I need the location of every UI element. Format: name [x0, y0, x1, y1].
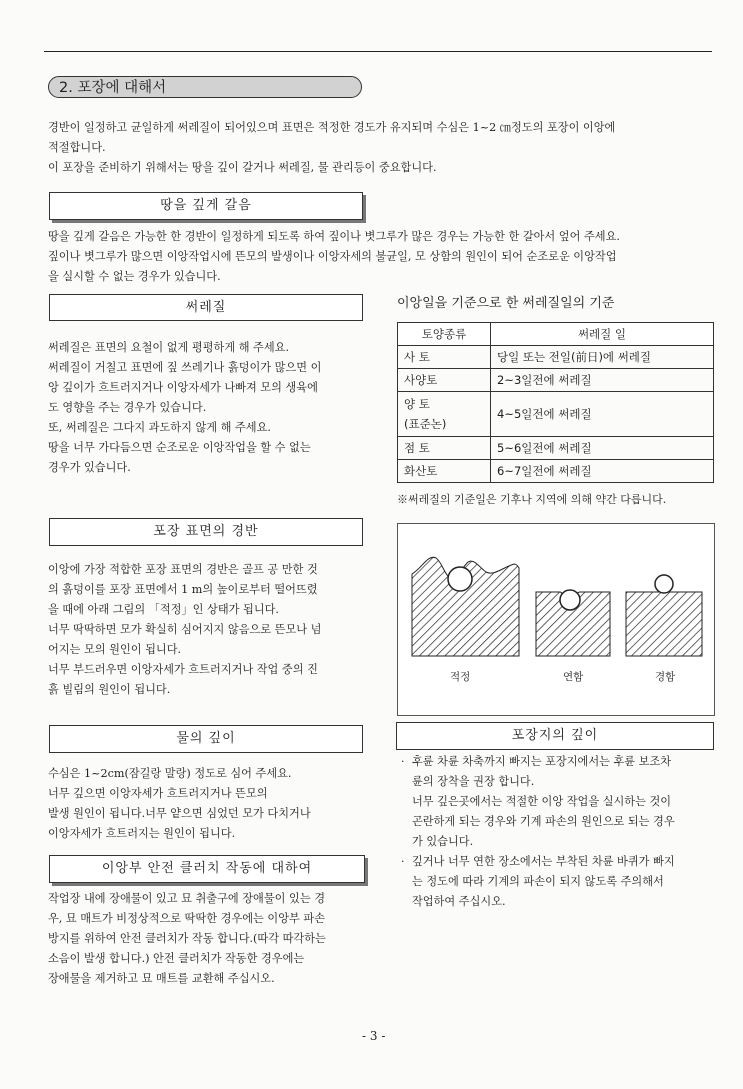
table-cell-soil: 양 토 (표준논): [398, 392, 491, 437]
hardness-title: 포장 표면의 경반: [49, 518, 363, 546]
table-cell-soil: 화산토: [398, 460, 491, 483]
table-header-soil: 토양종류: [398, 323, 491, 346]
hardness-paragraph: 이앙에 가장 적합한 포장 표면의 경반은 골프 공 만한 것 의 흙덩이를 포장 표면에서 1 m의 높이로부터 떨어뜨렸 을 때에 아래 그림의 「적정」인 상태가 됩니다. 너무 딱딱하면 모가 확실히 심어지지 않음으로 뜬모나 넘 어지는 모의 원인이 됩니다. 너무 부드러우면 이앙자세가 흐트러지거나 작업 중의 진 흙 빌림의 원인이 됩니다.: [48, 563, 322, 696]
section-title: 2. 포장에 대해서: [48, 76, 362, 98]
table-caption: 이앙일을 기준으로 한 써레질일의 기준: [397, 296, 615, 311]
depth-title: 포장지의 깊이: [396, 722, 714, 750]
depth-list-item: [398, 752, 716, 852]
table-cell-soil: 점 토: [398, 437, 491, 460]
table-cell-day: 5~6일전에 써레질: [491, 437, 714, 460]
depth-list-item: [398, 852, 716, 912]
bullet-icon: ·: [401, 855, 405, 868]
table-cell-day: 4~5일전에 써레질: [491, 392, 714, 437]
figure-label-proper: 적정: [450, 671, 471, 683]
soil-hard: [626, 575, 702, 656]
plow-title: 땅을 깊게 갈음: [49, 192, 363, 220]
clutch-paragraph: 작업장 내에 장애물이 있고 묘 취출구에 장애물이 있는 경 우, 묘 매트가 비정상적으로 딱딱한 경우에는 이앙부 파손 방지를 위하여 안전 클러치가 작동 합니다.(따각 따각하는 소음이 발생 합니다.) 안전 클러치가 작동한 경우에는 장애물을 제거하고 묘 매트를 교환해 주십시오.: [48, 892, 326, 985]
harrow-title: 써레질: [49, 294, 363, 321]
depth-item-text: 후륜 차륜 차축까지 빠지는 포장지에서는 후륜 보조차 륜의 장착을 권장 합니다. 너무 깊은곳에서는 적절한 이앙 작업을 실시하는 것이 곤란하게 되는 경우와 기계 파손의 원인으로 되는 경우 가 있습니다.: [412, 755, 675, 848]
soil-soft: [536, 590, 610, 656]
table-header-harrow-day: 써레질 일: [491, 323, 714, 346]
hardness-figure: [397, 523, 715, 716]
table-note: ※써레질의 기준일은 기후나 지역에 의해 약간 다릅니다.: [397, 493, 667, 506]
depth-list: [398, 752, 716, 912]
harrow-paragraph: 써레질은 표면의 요철이 없게 평평하게 해 주세요. 써레질이 거칠고 표면에 짚 쓰레기나 흙덩이가 많으면 이 앙 깊이가 흐트러지거나 이앙자세가 나빠져 모의 생육에 도 영향을 주는 경우가 있습니다. 또, 써레질은 그다지 과도하지 않게 해 주세요. 땅을 너무 가다듬으면 순조로운 이앙작업을 할 수 없는 경우가 있습니다.: [48, 341, 322, 474]
plow-paragraph: 땅을 깊게 갈음은 가능한 한 경반이 일정하게 되도록 하여 짚이나 볏그루가 많은 경우는 가능한 한 갈아서 엎어 주세요. 짚이나 볏그루가 많으면 이앙작업시에 뜬모의 발생이나 이앙자세의 불균일, 모 상함의 원인이 되어 순조로운 이앙작업 을 실시할 수 없는 경우가 있습니다.: [48, 230, 620, 283]
water-title: 물의 깊이: [49, 725, 363, 753]
header-rule: [44, 51, 712, 52]
intro-paragraph: 경반이 일정하고 균일하게 써레질이 되어있으며 표면은 적정한 경도가 유지되며 수심은 1~2 ㎝정도의 포장이 이앙에 적절합니다. 이 포장을 준비하기 위해서는 땅을 깊이 갈거나 써레질, 물 관리등이 중요합니다.: [48, 121, 616, 174]
soil-proper: [412, 557, 519, 656]
clutch-title: 이앙부 안전 클러치 작동에 대하여: [49, 855, 365, 883]
figure-label-hard: 경함: [655, 671, 676, 683]
table-cell-day: 6~7일전에 써레질: [491, 460, 714, 483]
hardness-diagram: [398, 524, 714, 715]
table-cell-day: 2~3일전에 써레질: [491, 369, 714, 392]
depth-item-text: 깊거나 너무 연한 장소에서는 부착된 차륜 바퀴가 빠지 는 정도에 따라 기계의 파손이 되지 않도록 주의해서 작업하여 주십시오.: [412, 855, 675, 908]
water-paragraph: 수심은 1~2cm(잠길랑 말랑) 정도로 심어 주세요. 너무 깊으면 이앙자세가 흐트러지거나 뜬모의 발생 원인이 됩니다.너무 얕으면 심었던 모가 다치거나 이앙자세가 흐트러지는 원인이 됩니다.: [48, 767, 311, 840]
table-cell-soil: 사양토: [398, 369, 491, 392]
table-cell-day: 당일 또는 전일(前日)에 써레질: [491, 346, 714, 369]
figure-label-soft: 연함: [563, 671, 584, 683]
bullet-icon: ·: [401, 755, 405, 768]
page-number: - 3 -: [362, 1029, 386, 1043]
table-cell-soil: 사 토: [398, 346, 491, 369]
harrow-schedule-table: [397, 322, 714, 483]
